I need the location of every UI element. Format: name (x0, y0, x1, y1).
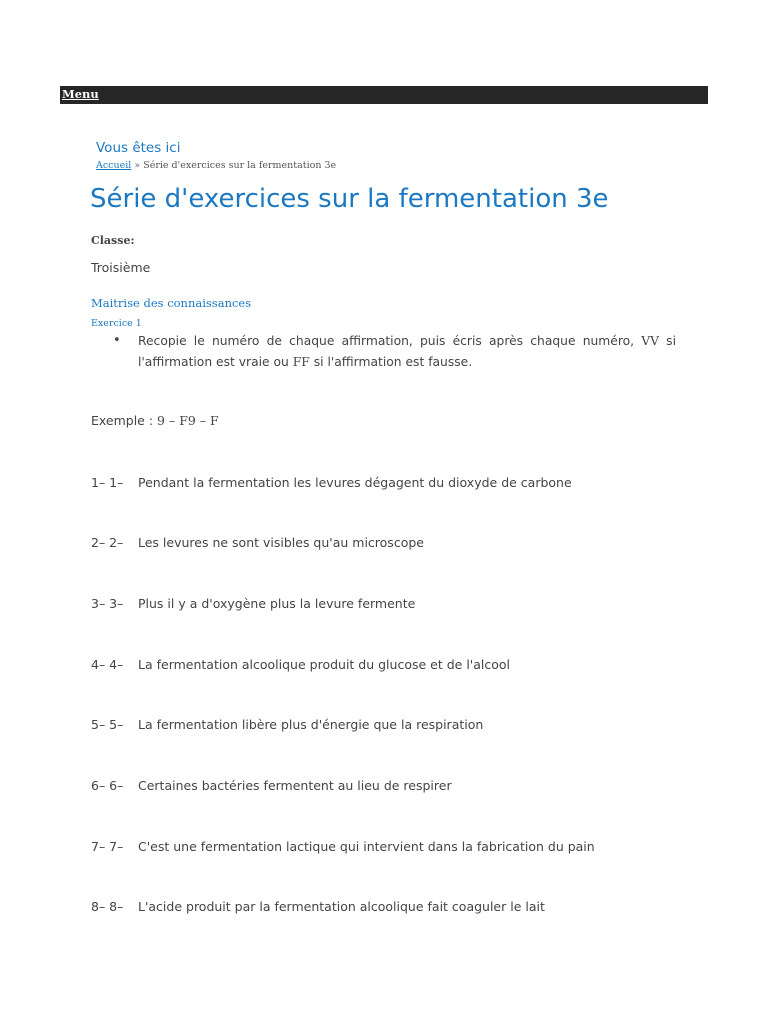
item-text: C'est une fermentation lactique qui intervient dans la fabrication du pain (138, 839, 595, 854)
item-number: 4– 4– (91, 657, 124, 672)
item-text: Plus il y a d'oxygène plus la levure fermente (138, 596, 416, 611)
instruction-text-2: si l'affirmation est vraie ou (138, 334, 677, 369)
example-line (91, 413, 219, 428)
item-number: 8– 8– (91, 899, 124, 914)
item-text: La fermentation libère plus d'énergie que la respiration (138, 717, 484, 732)
breadcrumb-heading: Vous êtes ici (96, 140, 181, 156)
bullet-icon: • (113, 333, 121, 348)
list-item (91, 717, 483, 732)
menu-link[interactable]: Menu (62, 87, 99, 101)
exercise-heading: Exercice 1 (91, 318, 142, 329)
breadcrumb (96, 160, 336, 171)
list-item (91, 778, 452, 793)
instruction-ff: FF (292, 355, 310, 369)
list-item (91, 475, 572, 490)
item-text: L'acide produit par la fermentation alcoolique fait coaguler le lait (138, 899, 545, 914)
breadcrumb-home-link[interactable]: Accueil (96, 160, 132, 171)
classe-value: Troisième (91, 260, 151, 275)
item-number: 5– 5– (91, 717, 124, 732)
classe-label: Classe: (91, 234, 135, 247)
exercise-instruction (138, 331, 676, 373)
list-item (91, 596, 415, 611)
list-item (91, 535, 424, 550)
page-title: Série d'exercices sur la fermentation 3e (90, 184, 609, 214)
menu-bar (60, 86, 708, 104)
instruction-text-1: Recopie le numéro de chaque affirmation, puis écris après chaque numéro, (138, 334, 642, 348)
item-text: Les levures ne sont visibles qu'au microscope (138, 535, 424, 550)
breadcrumb-current: Série d'exercices sur la fermentation 3e (143, 160, 337, 171)
item-text: Certaines bactéries fermentent au lieu de respirer (138, 778, 452, 793)
instruction-text-3: si l'affirmation est fausse. (309, 355, 473, 369)
list-item (91, 657, 510, 672)
item-text: Pendant la fermentation les levures dégagent du dioxyde de carbone (138, 475, 572, 490)
item-number: 1– 1– (91, 475, 124, 490)
breadcrumb-separator: » (134, 160, 141, 171)
item-number: 7– 7– (91, 839, 124, 854)
list-item (91, 839, 595, 854)
example-value: 9 – F9 – F (157, 413, 219, 428)
item-number: 2– 2– (91, 535, 124, 550)
section-heading: Maitrise des connaissances (91, 296, 252, 310)
item-text: La fermentation alcoolique produit du glucose et de l'alcool (138, 657, 510, 672)
example-prefix: Exemple : (91, 413, 158, 428)
item-number: 6– 6– (91, 778, 124, 793)
list-item (91, 899, 545, 914)
instruction-vv: VV (641, 334, 659, 348)
item-number: 3– 3– (91, 596, 124, 611)
